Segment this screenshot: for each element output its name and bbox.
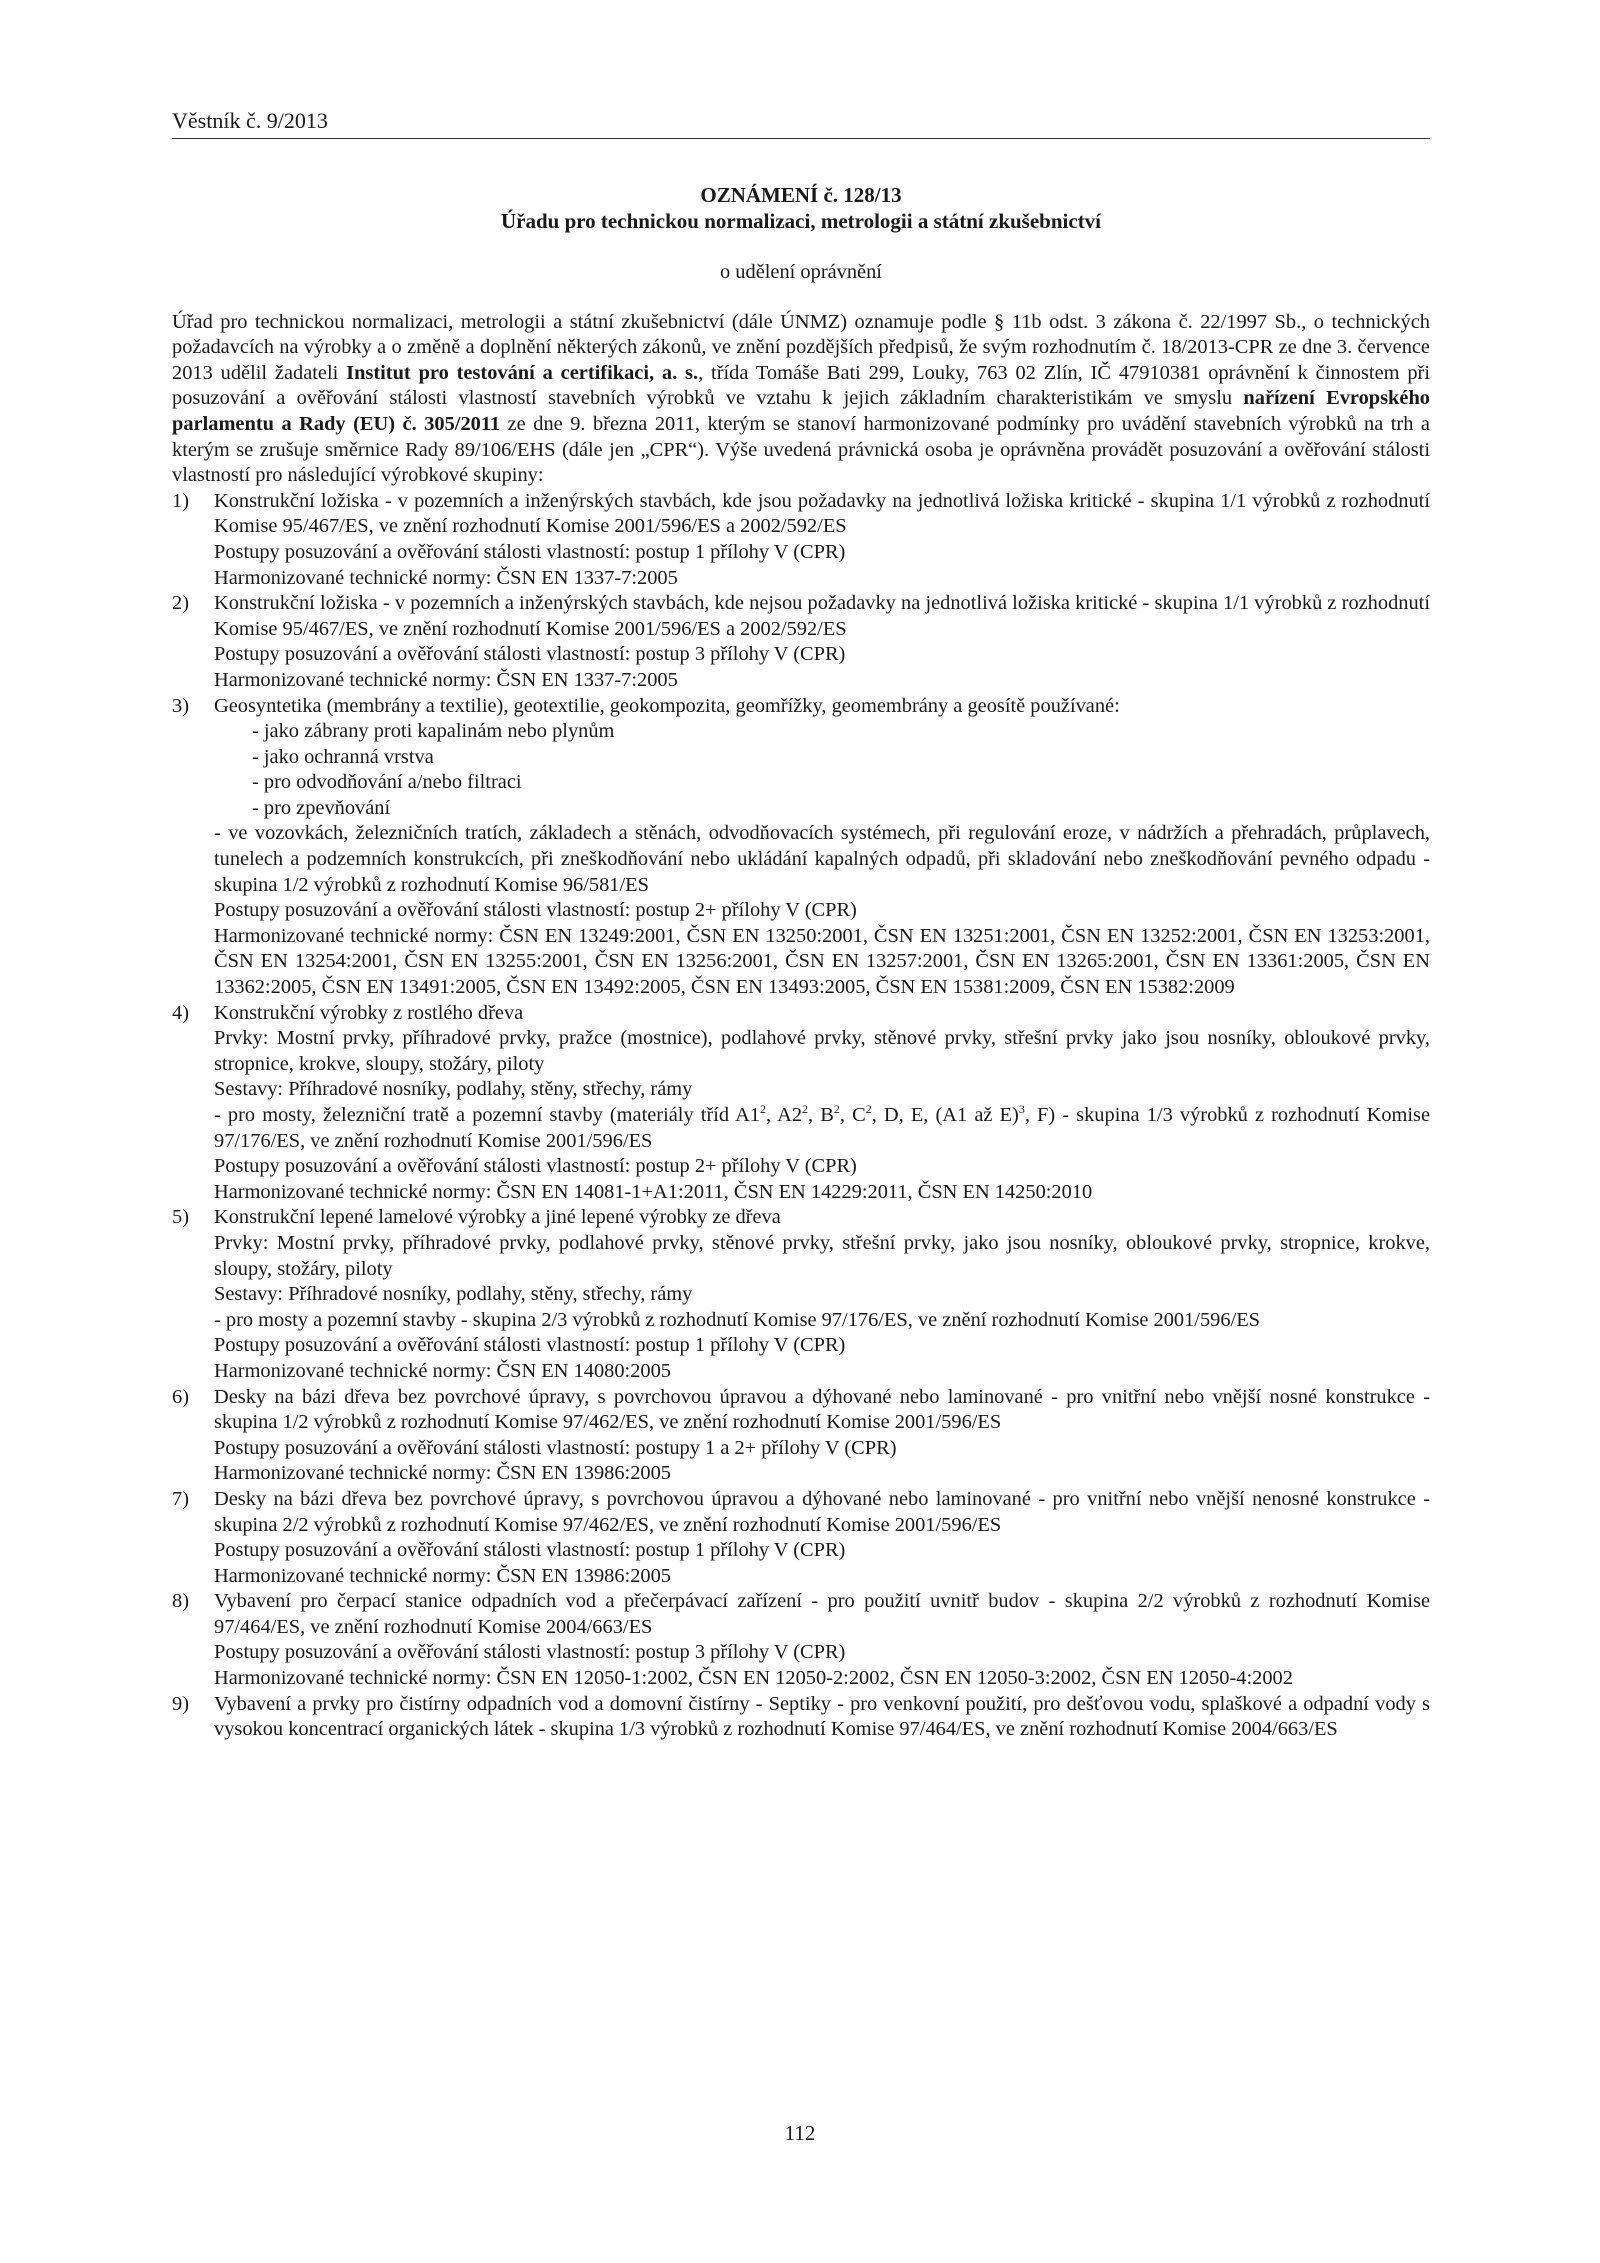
item-line: - pro mosty a pozemní stavby - skupina 2/3 výrobků z rozhodnutí Komise 97/176/ES, ve znění rozhodnutí Komise 2001/596/ES [214, 1308, 1261, 1331]
list-item [172, 1692, 1430, 1743]
item-line: Postupy posuzování a ověřování stálosti vlastností: postupy 1 a 2+ přílohy V (CPR) [214, 1436, 897, 1459]
intro-text-3: ze dne 9. března 2011, kterým se stanoví harmonizované podmínky pro uvádění stavebních výrobků na trh a kterým se zrušuje směrnice Rady 89/106/EHS (dále jen „CPR“). Výše uvedená právnická osoba je oprávněna provádět posuzování a ověřování stálosti vlastností pro následující výrobkové skupiny: [172, 412, 1430, 487]
item-number: 1) [172, 489, 189, 512]
footnote-ref: 2 [802, 1102, 809, 1117]
material-classes-line [214, 1103, 1430, 1154]
item-line: Desky na bázi dřeva bez povrchové úpravy, s povrchovou úpravou a dýhované nebo laminované - pro vnitřní nebo vnější nenosné konstrukce - skupina 2/2 výrobků z rozhodnutí Komise 97/462/ES, ve znění rozhodnutí Komise 2001/596/ES [214, 1487, 1430, 1536]
item-line: Desky na bázi dřeva bez povrchové úpravy, s povrchovou úpravou a dýhované nebo laminované - pro vnitřní nebo vnější nosné konstrukce - skupina 1/2 výrobků z rozhodnutí Komise 97/462/ES, ve znění rozhodnutí Komise 2001/596/ES [214, 1385, 1430, 1434]
item-line: Harmonizované technické normy: ČSN EN 12050-1:2002, ČSN EN 12050-2:2002, ČSN EN 12050-3:2002, ČSN EN 12050-4:2002 [214, 1667, 1293, 1690]
item-line: Postupy posuzování a ověřování stálosti vlastností: postup 1 přílohy V (CPR) [214, 540, 846, 563]
item-line: Prvky: Mostní prvky, příhradové prvky, podlahové prvky, stěnové prvky, střešní prvky, jako jsou nosníky, obloukové prvky, stropnice, krokve, sloupy, stožáry, piloty [214, 1231, 1430, 1280]
item-line: Harmonizované technické normy: ČSN EN 13986:2005 [214, 1564, 671, 1587]
announcement-issuer: Úřadu pro technickou normalizaci, metrologii a státní zkušebnictví [500, 209, 1102, 233]
item-subline: - pro zpevňování [252, 796, 391, 819]
list-item [172, 489, 1430, 591]
list-item [172, 1589, 1430, 1691]
item-line: Konstrukční lepené lamelové výrobky a jiné lepené výrobky ze dřeva [214, 1206, 781, 1229]
classes-text: , C [839, 1104, 866, 1126]
item-line: Harmonizované technické normy: ČSN EN 1337-7:2005 [214, 566, 678, 589]
item-subline: - jako ochranná vrstva [252, 745, 434, 768]
item-line: Konstrukční ložiska - v pozemních a inženýrských stavbách, kde jsou požadavky na jednotlivá ložiska kritické - skupina 1/1 výrobků z rozhodnutí Komise 95/467/ES, ve znění rozhodnutí Komise 2001/596/ES a 2002/592/ES [214, 489, 1430, 538]
list-item [172, 1487, 1430, 1589]
item-line: Postupy posuzování a ověřování stálosti vlastností: postup 1 přílohy V (CPR) [214, 1539, 846, 1562]
announcement-subject: o udělení oprávnění [720, 261, 882, 283]
item-line: Harmonizované technické normy: ČSN EN 1337-7:2005 [214, 668, 678, 691]
item-number: 6) [172, 1385, 189, 1408]
announcement-title: OZNÁMENÍ č. 128/13 [700, 183, 902, 207]
classes-text: , D, E, (A1 až E) [871, 1104, 1019, 1126]
item-line: Postupy posuzování a ověřování stálosti vlastností: postup 2+ přílohy V (CPR) [214, 1155, 857, 1178]
list-item [172, 694, 1430, 1001]
product-group-list [172, 489, 1430, 1743]
list-item [172, 591, 1430, 693]
item-number: 5) [172, 1206, 189, 1229]
item-line: Konstrukční výrobky z rostlého dřeva [214, 1001, 524, 1024]
intro-text-1: Úřad pro technickou normalizaci, metrologii a státní zkušebnictví (dále ÚNMZ) oznamuje podle § 11b odst. 3 zákona č. 22/1997 Sb., o technických požadavcích na výrobky a o změně a doplnění některých zákonů, ve znění pozdějších předpisů, že svým rozhodnutím č. 18/2013-CPR ze dne 3. července 2013 udělil žadateli [172, 310, 1430, 384]
footnote-ref: 2 [760, 1102, 767, 1117]
classes-text: - pro mosty, železniční tratě a pozemní stavby (materiály tříd A1 [214, 1104, 761, 1126]
list-item [172, 1001, 1430, 1206]
item-line: Harmonizované technické normy: ČSN EN 13986:2005 [214, 1462, 671, 1485]
intro-paragraph [172, 310, 1430, 489]
classes-text: , B [808, 1104, 834, 1126]
item-line: Postupy posuzování a ověřování stálosti vlastností: postup 3 přílohy V (CPR) [214, 1641, 846, 1664]
announcement-body [172, 182, 1430, 1743]
item-line: Vybavení pro čerpací stanice odpadních vod a přečerpávací zařízení - pro použití uvnitř budov - skupina 2/2 výrobků z rozhodnutí Komise 97/464/ES, ve znění rozhodnutí Komise 2004/663/ES [214, 1590, 1430, 1638]
item-line: - ve vozovkách, železničních tratích, základech a stěnách, odvodňovacích systémech, při regulování eroze, v nádržích a přehradách, průplavech, tunelech a podzemních konstrukcích, při zneškodňování nebo ukládání kapalných odpadů, při skladování nebo zneškodňování pevného odpadu - skupina 1/2 výrobků z rozhodnutí Komise 96/581/ES [214, 822, 1430, 896]
item-line: Geosyntetika (membrány a textilie), geotextilie, geokompozita, geomřížky, geomembrány a geosítě používané: [214, 694, 1120, 717]
item-line: Postupy posuzování a ověřování stálosti vlastností: postup 3 přílohy V (CPR) [214, 643, 846, 666]
item-subline: - pro odvodňování a/nebo filtraci [252, 771, 522, 794]
item-number: 9) [172, 1692, 189, 1715]
regulation-name: nařízení Evropského parlamentu a Rady (EU) č. 305/2011 [172, 387, 1430, 435]
item-line: Harmonizované technické normy: ČSN EN 13249:2001, ČSN EN 13250:2001, ČSN EN 13251:2001, ČSN EN 13252:2001, ČSN EN 13253:2001, ČSN EN 13254:2001, ČSN EN 13255:2001, ČSN EN 13256:2001, ČSN EN 13257:2001, ČSN EN 13265:2001, ČSN EN 13361:2005, ČSN EN 13362:2005, ČSN EN 13491:2005, ČSN EN 13492:2005, ČSN EN 13493:2005, ČSN EN 15381:2009, ČSN EN 15382:2009 [214, 924, 1430, 999]
item-number: 2) [172, 592, 189, 615]
item-number: 7) [172, 1487, 189, 1510]
footnote-ref: 3 [1018, 1102, 1025, 1117]
intro-text-2: , třída Tomáše Bati 299, Louky, 763 02 Zlín, IČ 47910381 oprávnění k činnostem při posuzování a ověřování stálosti vlastností stavebních výrobků ve vztahu k jejich základním charakteristikám ve smyslu [172, 361, 1430, 410]
item-subline: - jako zábrany proti kapalinám nebo plynům [252, 720, 615, 743]
footnote-ref: 2 [833, 1102, 840, 1117]
page-number: 112 [784, 2121, 816, 2145]
page-header [172, 108, 1430, 139]
list-item [172, 1385, 1430, 1487]
item-number: 3) [172, 694, 189, 717]
list-item [172, 1205, 1430, 1384]
applicant-name: Institut pro testování a certifikaci, a. s. [346, 361, 699, 384]
item-line: Prvky: Mostní prvky, příhradové prvky, pražce (mostnice), podlahové prvky, stěnové prvky, střešní prvky jako jsou nosníky, obloukové prvky, stropnice, krokve, sloupy, stožáry, piloty [214, 1027, 1430, 1075]
item-line: Sestavy: Příhradové nosníky, podlahy, stěny, střechy, rámy [214, 1283, 693, 1306]
item-number: 4) [172, 1001, 189, 1024]
page-footer [0, 2121, 1600, 2146]
item-line: Postupy posuzování a ověřování stálosti vlastností: postup 1 přílohy V (CPR) [214, 1334, 846, 1357]
item-line: Sestavy: Příhradové nosníky, podlahy, stěny, střechy, rámy [214, 1078, 693, 1101]
footnote-ref: 2 [865, 1102, 872, 1117]
item-line: Harmonizované technické normy: ČSN EN 14080:2005 [214, 1359, 671, 1382]
classes-text: , A2 [766, 1104, 803, 1126]
item-line: Konstrukční ložiska - v pozemních a inženýrských stavbách, kde nejsou požadavky na jednotlivá ložiska kritické - skupina 1/1 výrobků z rozhodnutí Komise 95/467/ES, ve znění rozhodnutí Komise 2001/596/ES a 2002/592/ES [214, 592, 1430, 640]
item-line: Postupy posuzování a ověřování stálosti vlastností: postup 2+ přílohy V (CPR) [214, 899, 857, 922]
classes-text: , F) - skupina 1/3 výrobků z rozhodnutí Komise 97/176/ES, ve znění rozhodnutí Komise 2001/596/ES [214, 1104, 1431, 1152]
item-number: 8) [172, 1590, 189, 1613]
item-line: Vybavení a prvky pro čistírny odpadních vod a domovní čistírny - Septiky - pro venkovní použití, pro dešťovou vodu, splaškové a odpadní vody s vysokou koncentrací organických látek - skupina 1/3 výrobků z rozhodnutí Komise 97/464/ES, ve znění rozhodnutí Komise 2004/663/ES [214, 1692, 1430, 1741]
item-line: Harmonizované technické normy: ČSN EN 14081-1+A1:2011, ČSN EN 14229:2011, ČSN EN 14250:2010 [214, 1180, 1093, 1203]
journal-issue: Věstník č. 9/2013 [172, 108, 328, 133]
